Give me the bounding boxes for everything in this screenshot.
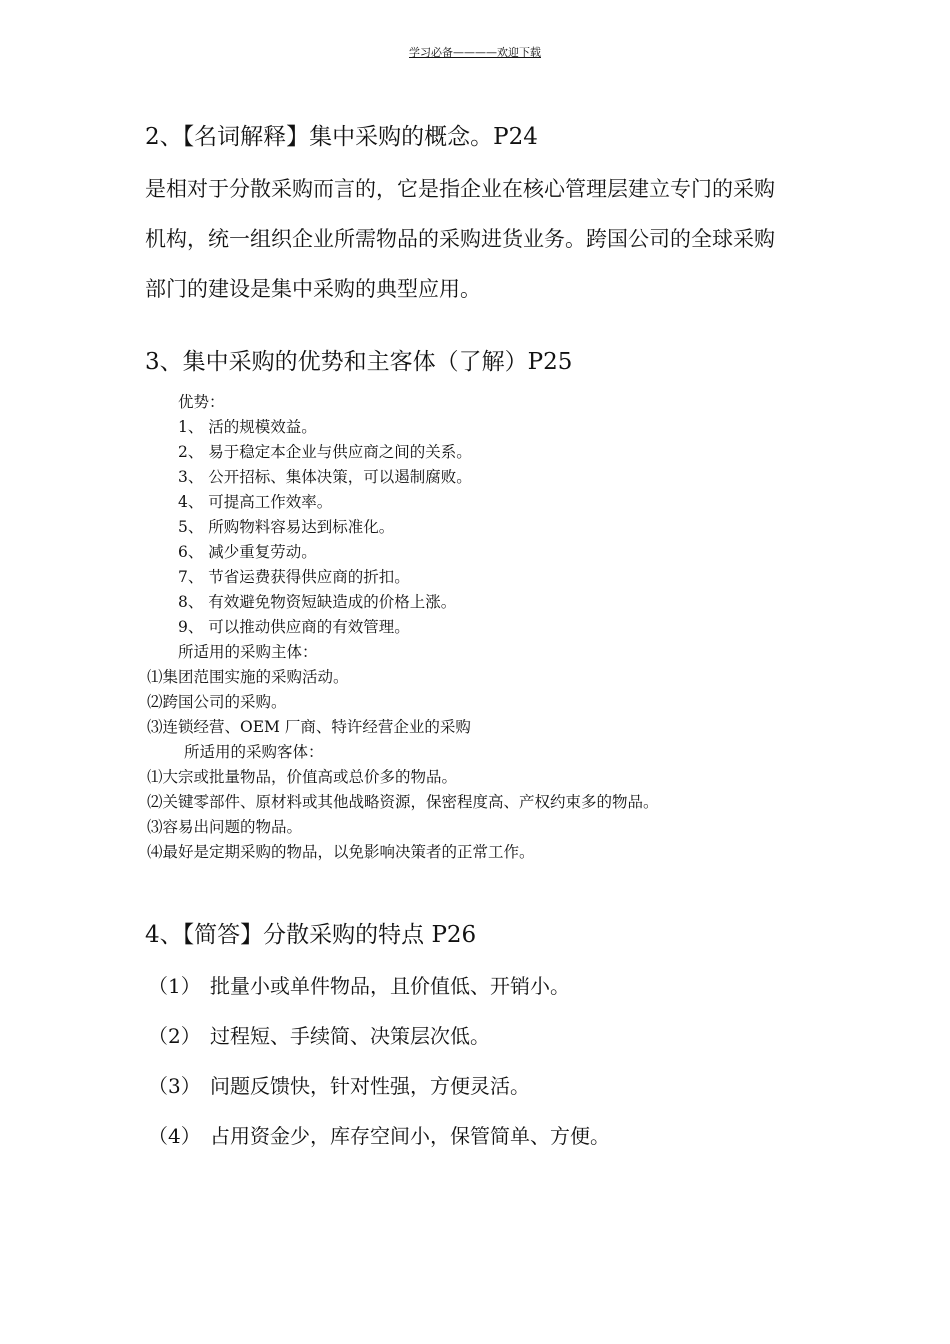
advantage-item: 2、 易于稳定本企业与供应商之间的关系。 bbox=[178, 443, 472, 461]
answer-text: 问题反馈快，针对性强，方便灵活。 bbox=[210, 1074, 530, 1098]
answer-item bbox=[148, 1070, 530, 1099]
subject-item: ⑶连锁经营、OEM 厂商、特许经营企业的采购 bbox=[147, 718, 471, 736]
section-2-title: 2、【名词解释】集中采购的概念。P24 bbox=[145, 124, 538, 150]
answer-number: （2） bbox=[148, 1024, 201, 1048]
page-header: 学习必备————欢迎下载 bbox=[409, 46, 541, 59]
advantage-item: 4、 可提高工作效率。 bbox=[178, 493, 333, 511]
advantage-item: 7、 节省运费获得供应商的折扣。 bbox=[178, 568, 410, 586]
answer-text: 批量小或单件物品，且价值低、开销小。 bbox=[210, 974, 570, 998]
section-2-line-3: 部门的建设是集中采购的典型应用。 bbox=[145, 277, 481, 301]
answer-number: （4） bbox=[148, 1124, 201, 1148]
advantage-item: 5、 所购物料容易达到标准化。 bbox=[178, 518, 395, 536]
object-label: 所适用的采购客体： bbox=[184, 743, 324, 761]
answer-text: 过程短、手续简、决策层次低。 bbox=[210, 1024, 490, 1048]
advantages-label: 优势： bbox=[178, 393, 225, 411]
advantage-item: 3、 公开招标、集体决策，可以遏制腐败。 bbox=[178, 468, 472, 486]
object-item: ⑵关键零部件、原材料或其他战略资源，保密程度高、产权约束多的物品。 bbox=[147, 793, 659, 811]
advantage-item: 6、 减少重复劳动。 bbox=[178, 543, 317, 561]
answer-number: （3） bbox=[148, 1074, 201, 1098]
section-2-line-1: 是相对于分散采购而言的，它是指企业在核心管理层建立专门的采购 bbox=[145, 177, 775, 201]
subject-item: ⑴集团范围实施的采购活动。 bbox=[147, 668, 349, 686]
answer-number: （1） bbox=[148, 974, 201, 998]
object-item: ⑶容易出问题的物品。 bbox=[147, 818, 303, 836]
section-3-title: 3、集中采购的优势和主客体（了解）P25 bbox=[145, 349, 573, 375]
object-item: ⑴大宗或批量物品，价值高或总价多的物品。 bbox=[147, 768, 458, 786]
answer-item bbox=[148, 970, 570, 999]
answer-item bbox=[148, 1120, 610, 1149]
advantage-item: 8、 有效避免物资短缺造成的价格上涨。 bbox=[178, 593, 457, 611]
section-2-line-2: 机构，统一组织企业所需物品的采购进货业务。跨国公司的全球采购 bbox=[145, 227, 775, 251]
advantage-item: 1、 活的规模效益。 bbox=[178, 418, 317, 436]
object-item: ⑷最好是定期采购的物品，以免影响决策者的正常工作。 bbox=[147, 843, 535, 861]
subject-item: ⑵跨国公司的采购。 bbox=[147, 693, 287, 711]
section-4-title: 4、【简答】分散采购的特点 P26 bbox=[145, 922, 477, 948]
answer-item bbox=[148, 1020, 490, 1049]
advantage-item: 9、 可以推动供应商的有效管理。 bbox=[178, 618, 410, 636]
subject-label: 所适用的采购主体： bbox=[178, 643, 318, 661]
answer-text: 占用资金少，库存空间小，保管简单、方便。 bbox=[210, 1124, 610, 1148]
